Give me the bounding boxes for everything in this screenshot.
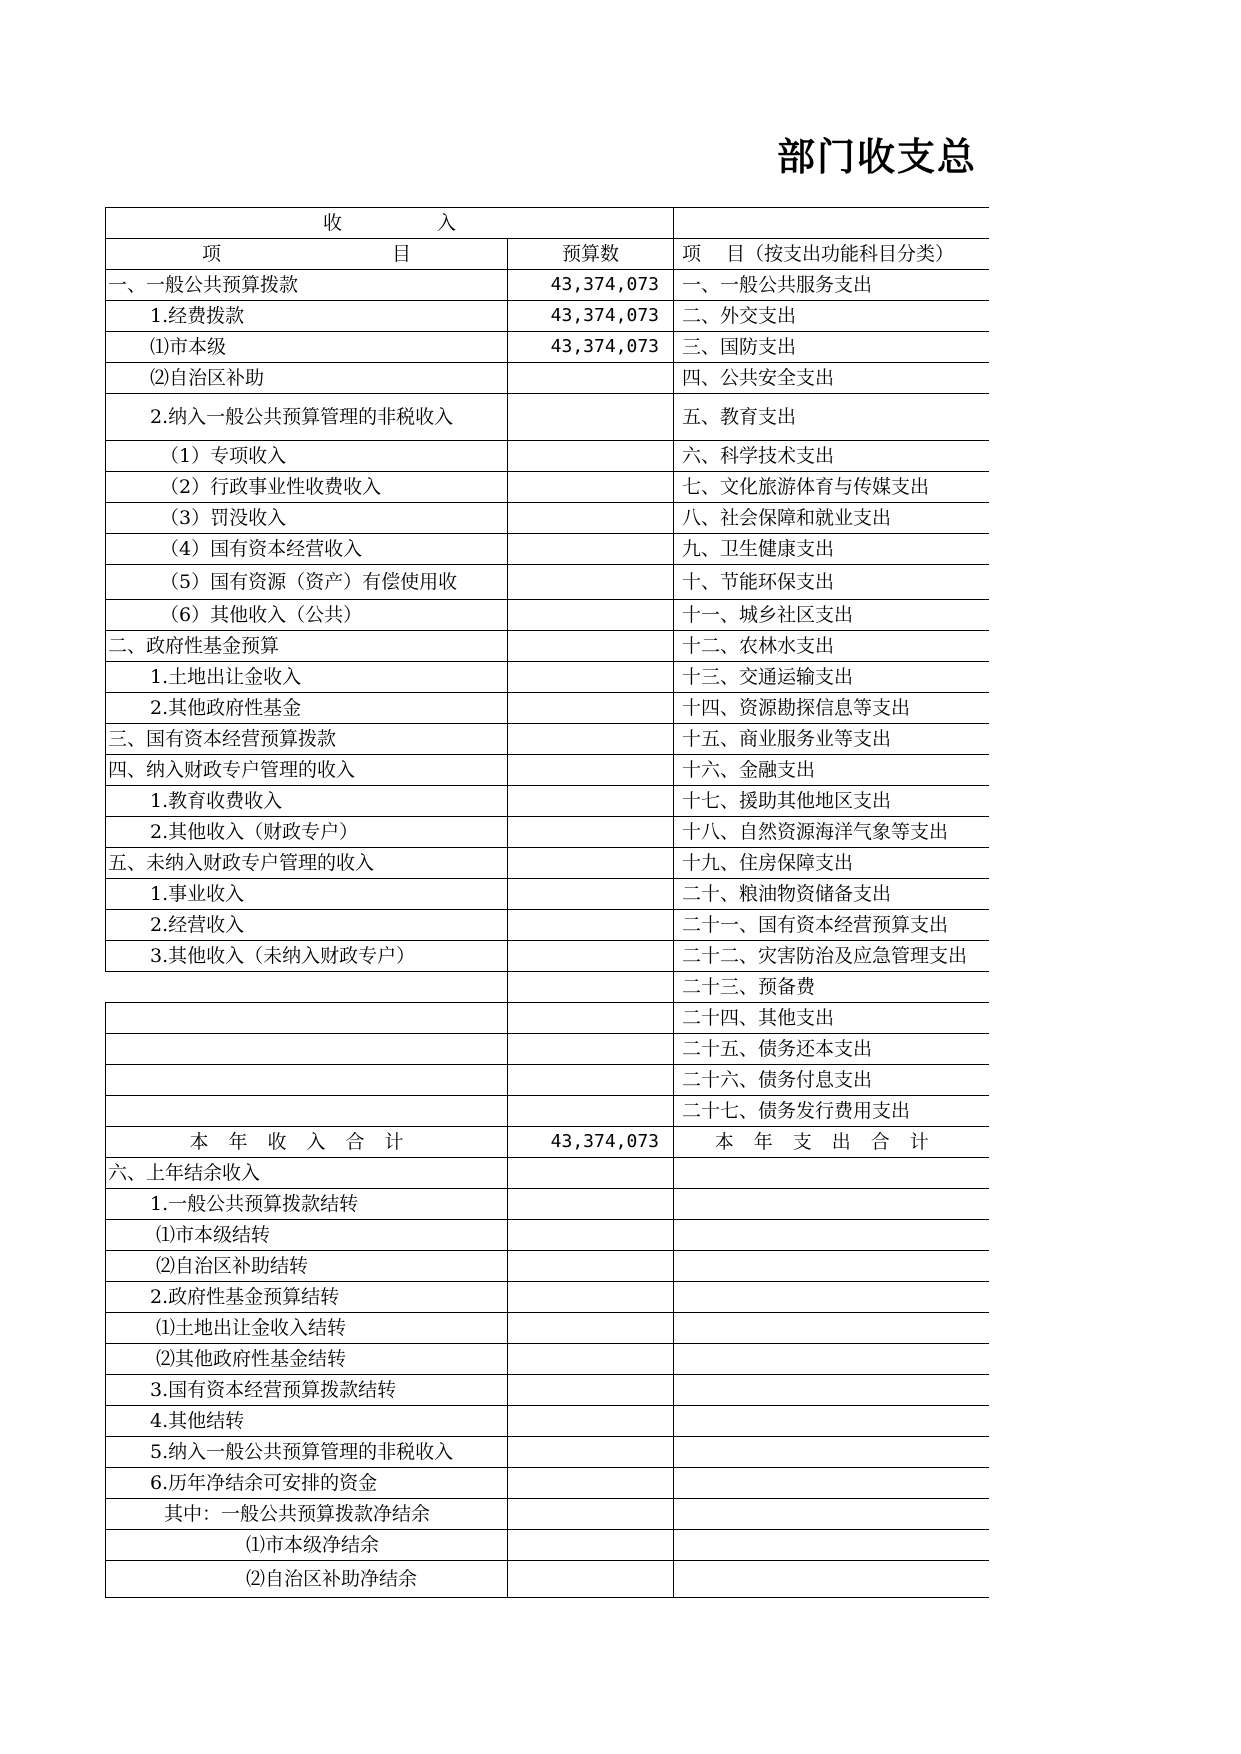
budget-amount xyxy=(508,693,674,724)
budget-amount xyxy=(508,724,674,755)
budget-amount xyxy=(508,755,674,786)
table-row xyxy=(106,301,990,332)
expense-item: 一、一般公共服务支出 xyxy=(674,270,989,301)
table-row xyxy=(106,693,990,724)
table-row xyxy=(106,441,990,472)
table-row xyxy=(106,1220,990,1251)
carryover-amount xyxy=(508,1375,674,1406)
carryover-expense xyxy=(674,1406,989,1437)
expense-item: 二十六、债务付息支出 xyxy=(674,1065,989,1096)
carryover-expense xyxy=(674,1251,989,1282)
budget-amount xyxy=(508,972,674,1003)
carryover-item: 6.历年净结余可安排的资金 xyxy=(106,1468,508,1499)
income-item: （4）国有资本经营收入 xyxy=(106,534,508,565)
income-item: 1.教育收费收入 xyxy=(106,786,508,817)
carryover-item: 4.其他结转 xyxy=(106,1406,508,1437)
income-total-amount: 43,374,073 xyxy=(508,1127,674,1158)
income-item: 五、未纳入财政专户管理的收入 xyxy=(106,848,508,879)
expense-item: 十七、援助其他地区支出 xyxy=(674,786,989,817)
budget-amount xyxy=(508,565,674,600)
income-item: （2）行政事业性收费收入 xyxy=(106,472,508,503)
table-row xyxy=(106,1096,990,1127)
totals-row xyxy=(106,1127,990,1158)
income-item: 2.其他收入（财政专户） xyxy=(106,817,508,848)
table-row xyxy=(106,848,990,879)
table-row xyxy=(106,941,990,972)
table-row xyxy=(106,1282,990,1313)
expense-header xyxy=(674,208,989,239)
income-header: 收 入 xyxy=(106,208,674,239)
table-row xyxy=(106,394,990,441)
expense-item: 十四、资源勘探信息等支出 xyxy=(674,693,989,724)
carryover-amount xyxy=(508,1468,674,1499)
expense-item: 二十三、预备费 xyxy=(674,972,989,1003)
table-row xyxy=(106,1499,990,1530)
carryover-item: ⑴市本级净结余 xyxy=(106,1530,508,1561)
expense-item: 三、国防支出 xyxy=(674,332,989,363)
carryover-amount xyxy=(508,1282,674,1313)
budget-column-header: 预算数 xyxy=(508,239,674,270)
table-row xyxy=(106,972,990,1003)
carryover-amount xyxy=(508,1251,674,1282)
expense-item: 十六、金融支出 xyxy=(674,755,989,786)
table-row xyxy=(106,472,990,503)
budget-amount xyxy=(508,534,674,565)
budget-amount xyxy=(508,786,674,817)
expense-item: 二十二、灾害防治及应急管理支出 xyxy=(674,941,989,972)
expense-item: 五、教育支出 xyxy=(674,394,989,441)
table-row xyxy=(106,631,990,662)
expense-item: 十二、农林水支出 xyxy=(674,631,989,662)
income-item: 二、政府性基金预算 xyxy=(106,631,508,662)
carryover-expense xyxy=(674,1189,989,1220)
carryover-amount xyxy=(508,1313,674,1344)
table-row xyxy=(106,503,990,534)
budget-amount: 43,374,073 xyxy=(508,301,674,332)
table-row xyxy=(106,910,990,941)
item-column-header: 项 目 xyxy=(106,239,508,270)
carryover-item: ⑵自治区补助结转 xyxy=(106,1251,508,1282)
carryover-expense xyxy=(674,1220,989,1251)
income-item xyxy=(106,1034,508,1065)
expense-item: 十八、自然资源海洋气象等支出 xyxy=(674,817,989,848)
carryover-item: 2.政府性基金预算结转 xyxy=(106,1282,508,1313)
expense-item: 十三、交通运输支出 xyxy=(674,662,989,693)
expense-item: 十五、商业服务业等支出 xyxy=(674,724,989,755)
income-item: 一、一般公共预算拨款 xyxy=(106,270,508,301)
carryover-amount xyxy=(508,1158,674,1189)
income-item: 1.经费拨款 xyxy=(106,301,508,332)
budget-amount xyxy=(508,1034,674,1065)
income-total-label: 本年收入合计 xyxy=(106,1127,508,1158)
carryover-expense xyxy=(674,1313,989,1344)
expense-item: 六、科学技术支出 xyxy=(674,441,989,472)
table-row xyxy=(106,270,990,301)
table-row xyxy=(106,363,990,394)
table-row xyxy=(106,1406,990,1437)
table-row xyxy=(106,600,990,631)
income-item: 2.其他政府性基金 xyxy=(106,693,508,724)
budget-amount xyxy=(508,503,674,534)
carryover-expense xyxy=(674,1561,989,1598)
income-item: 四、纳入财政专户管理的收入 xyxy=(106,755,508,786)
income-item: （5）国有资源（资产）有偿使用收 xyxy=(106,565,508,600)
carryover-expense xyxy=(674,1344,989,1375)
budget-amount xyxy=(508,817,674,848)
budget-amount xyxy=(508,910,674,941)
budget-amount xyxy=(508,662,674,693)
budget-amount xyxy=(508,1065,674,1096)
income-item: ⑵自治区补助 xyxy=(106,363,508,394)
carryover-expense xyxy=(674,1530,989,1561)
table-row xyxy=(106,1189,990,1220)
carryover-amount xyxy=(508,1437,674,1468)
table-row xyxy=(106,1003,990,1034)
expense-item: 二十四、其他支出 xyxy=(674,1003,989,1034)
expense-item: 四、公共安全支出 xyxy=(674,363,989,394)
table-row xyxy=(106,534,990,565)
income-item: 3.其他收入（未纳入财政专户） xyxy=(106,941,508,972)
table-row xyxy=(106,1158,990,1189)
budget-amount xyxy=(508,941,674,972)
expense-total-label: 本年支出合计 xyxy=(674,1127,989,1158)
expense-item: 十、节能环保支出 xyxy=(674,565,989,600)
carryover-item: 其中：一般公共预算拨款净结余 xyxy=(106,1499,508,1530)
expense-item: 九、卫生健康支出 xyxy=(674,534,989,565)
income-item: ⑴市本级 xyxy=(106,332,508,363)
budget-amount xyxy=(508,1003,674,1034)
expense-item: 二十五、债务还本支出 xyxy=(674,1034,989,1065)
budget-amount xyxy=(508,394,674,441)
carryover-expense xyxy=(674,1499,989,1530)
budget-amount xyxy=(508,363,674,394)
table-row xyxy=(106,879,990,910)
income-item xyxy=(106,972,508,1003)
budget-amount xyxy=(508,600,674,631)
income-item: 2.纳入一般公共预算管理的非税收入 xyxy=(106,394,508,441)
budget-amount: 43,374,073 xyxy=(508,270,674,301)
carryover-item: 1.一般公共预算拨款结转 xyxy=(106,1189,508,1220)
carryover-amount xyxy=(508,1189,674,1220)
carryover-item: ⑵自治区补助净结余 xyxy=(106,1561,508,1598)
carryover-amount xyxy=(508,1561,674,1598)
table-row xyxy=(106,662,990,693)
expense-item: 七、文化旅游体育与传媒支出 xyxy=(674,472,989,503)
expense-item: 二十七、债务发行费用支出 xyxy=(674,1096,989,1127)
table-row xyxy=(106,786,990,817)
expense-item: 十一、城乡社区支出 xyxy=(674,600,989,631)
table-row xyxy=(106,565,990,600)
carryover-item: 3.国有资本经营预算拨款结转 xyxy=(106,1375,508,1406)
carryover-amount xyxy=(508,1344,674,1375)
carryover-item: 六、上年结余收入 xyxy=(106,1158,508,1189)
carryover-item: 5.纳入一般公共预算管理的非税收入 xyxy=(106,1437,508,1468)
table-row xyxy=(106,1344,990,1375)
expense-item: 十九、住房保障支出 xyxy=(674,848,989,879)
carryover-amount xyxy=(508,1406,674,1437)
expense-item-column-header: 项 目（按支出功能科目分类） xyxy=(674,239,989,270)
budget-table xyxy=(105,207,989,1598)
budget-amount xyxy=(508,848,674,879)
table-row xyxy=(106,1468,990,1499)
carryover-amount xyxy=(508,1499,674,1530)
carryover-expense xyxy=(674,1158,989,1189)
table-row xyxy=(106,1251,990,1282)
table-row xyxy=(106,724,990,755)
expense-item: 二、外交支出 xyxy=(674,301,989,332)
expense-item: 二十一、国有资本经营预算支出 xyxy=(674,910,989,941)
table-row xyxy=(106,1313,990,1344)
income-item: 1.事业收入 xyxy=(106,879,508,910)
budget-amount xyxy=(508,631,674,662)
income-item: 三、国有资本经营预算拨款 xyxy=(106,724,508,755)
expense-item: 二十、粮油物资储备支出 xyxy=(674,879,989,910)
table-row xyxy=(106,1034,990,1065)
income-item xyxy=(106,1065,508,1096)
income-item: （1）专项收入 xyxy=(106,441,508,472)
carryover-expense xyxy=(674,1375,989,1406)
budget-amount xyxy=(508,879,674,910)
carryover-expense xyxy=(674,1282,989,1313)
table-row xyxy=(106,1437,990,1468)
table-row xyxy=(106,1065,990,1096)
carryover-item: ⑵其他政府性基金结转 xyxy=(106,1344,508,1375)
table-row xyxy=(106,1375,990,1406)
carryover-expense xyxy=(674,1437,989,1468)
income-item xyxy=(106,1096,508,1127)
table-row xyxy=(106,1530,990,1561)
budget-amount: 43,374,073 xyxy=(508,332,674,363)
income-item: （3）罚没收入 xyxy=(106,503,508,534)
budget-amount xyxy=(508,441,674,472)
table-row xyxy=(106,817,990,848)
income-item: 1.土地出让金收入 xyxy=(106,662,508,693)
carryover-item: ⑴土地出让金收入结转 xyxy=(106,1313,508,1344)
carryover-amount xyxy=(508,1220,674,1251)
carryover-amount xyxy=(508,1530,674,1561)
carryover-expense xyxy=(674,1468,989,1499)
budget-amount xyxy=(508,1096,674,1127)
expense-item: 八、社会保障和就业支出 xyxy=(674,503,989,534)
table-row xyxy=(106,332,990,363)
budget-amount xyxy=(508,472,674,503)
income-item: 2.经营收入 xyxy=(106,910,508,941)
table-row xyxy=(106,755,990,786)
table-row xyxy=(106,1561,990,1598)
budget-table-viewport xyxy=(105,207,989,1627)
income-item: （6）其他收入（公共） xyxy=(106,600,508,631)
carryover-item: ⑴市本级结转 xyxy=(106,1220,508,1251)
income-item xyxy=(106,1003,508,1034)
